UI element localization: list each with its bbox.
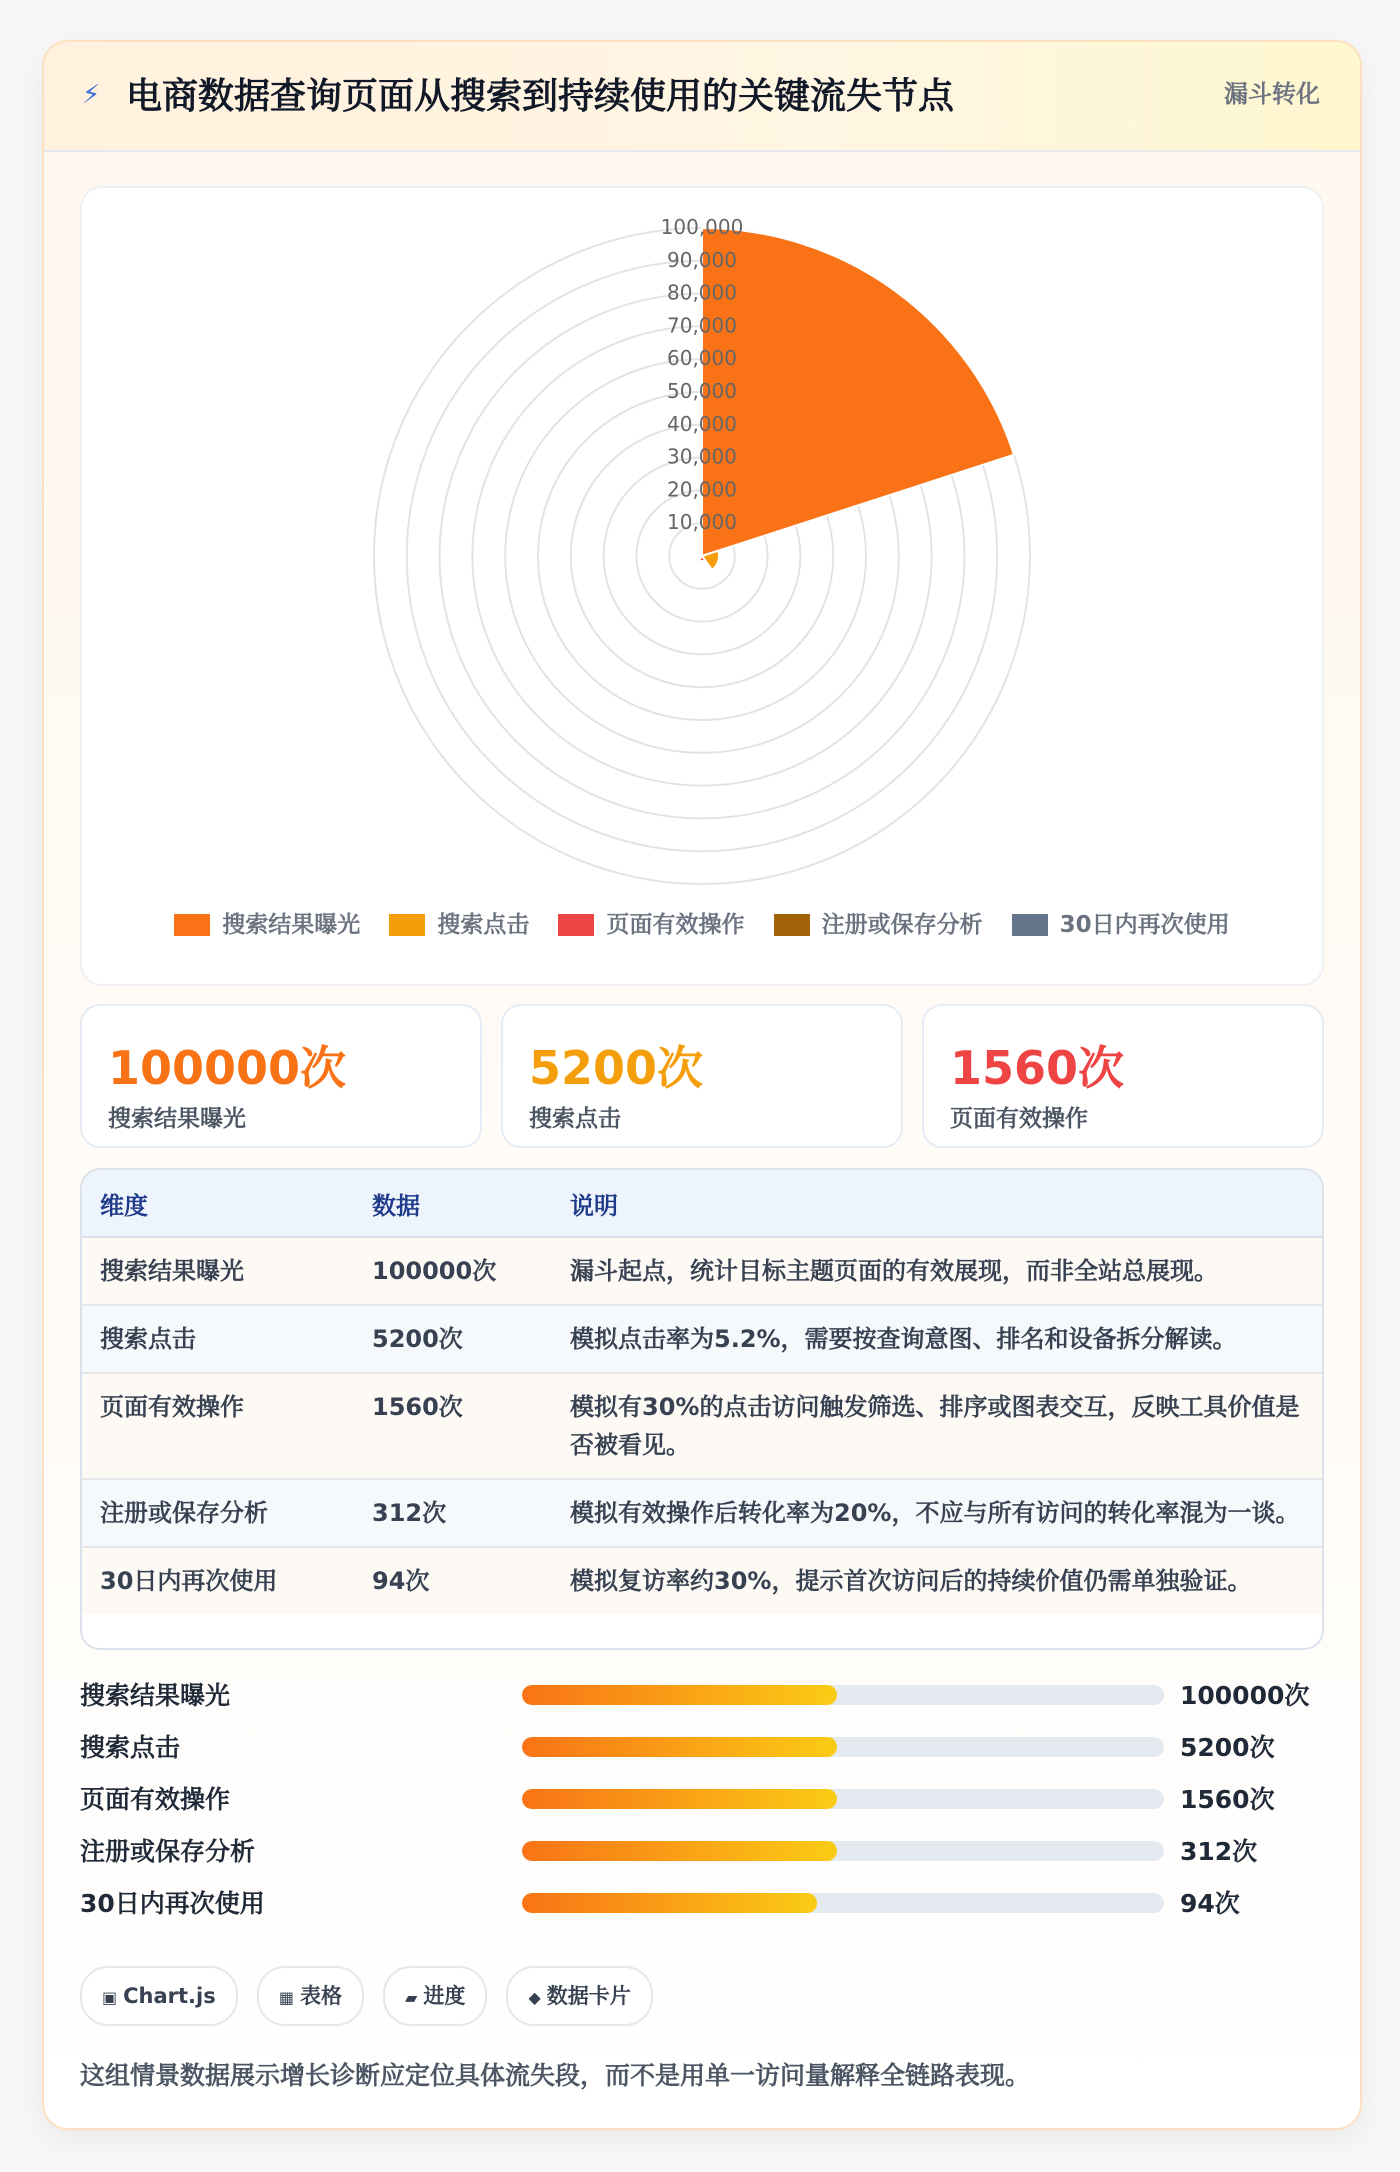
progress-label: 搜索结果曝光 xyxy=(80,1681,231,1710)
legend-label: 30日内再次使用 xyxy=(1059,912,1230,938)
progress-row xyxy=(80,1884,1320,1936)
table-cell: 模拟复访率约30%，提示首次访问后的持续价值仍需单独验证。 xyxy=(552,1547,1322,1614)
legend-swatch xyxy=(389,914,425,936)
table-cell: 30日内再次使用 xyxy=(82,1547,354,1614)
stat-card xyxy=(80,1004,482,1148)
progress-label: 注册或保存分析 xyxy=(80,1837,256,1866)
stat-value: 5200次 xyxy=(529,1041,704,1095)
table-cell: 模拟点击率为5.2%，需要按查询意图、排名和设备拆分解读。 xyxy=(552,1305,1322,1373)
progress-track xyxy=(522,1789,1164,1809)
chip-table[interactable] xyxy=(257,1966,364,2026)
tick-label: 50,000 xyxy=(667,379,737,403)
chip-label: 数据卡片 xyxy=(546,1984,631,2008)
progress-row xyxy=(80,1832,1320,1884)
chip-data-card[interactable] xyxy=(506,1966,652,2026)
bolt-icon: ⚡ xyxy=(82,80,101,110)
stat-card xyxy=(922,1004,1324,1148)
tick-label: 60,000 xyxy=(667,346,737,371)
stat-value: 100000次 xyxy=(108,1041,347,1095)
stat-label: 页面有效操作 xyxy=(950,1106,1088,1132)
table-row xyxy=(82,1479,1322,1547)
progress-fill xyxy=(522,1841,837,1861)
report-card xyxy=(42,40,1362,2130)
polar-area-chart xyxy=(82,188,1322,898)
legend-item[interactable] xyxy=(1012,906,1230,939)
progress-value: 1560次 xyxy=(1180,1785,1275,1814)
tick-label: 20,000 xyxy=(667,477,737,502)
progress-track xyxy=(522,1737,1164,1757)
column-header: 数据 xyxy=(354,1170,552,1237)
progress-value: 94次 xyxy=(1180,1889,1240,1918)
legend-swatch xyxy=(558,914,594,936)
progress-list xyxy=(80,1676,1320,1936)
table-cell: 注册或保存分析 xyxy=(82,1479,354,1547)
chart-icon: ▣ xyxy=(102,1988,118,2007)
table-cell: 1560次 xyxy=(354,1373,552,1479)
stat-value: 1560次 xyxy=(950,1041,1125,1095)
progress-fill xyxy=(522,1789,837,1809)
column-header: 说明 xyxy=(552,1170,1322,1237)
legend-label: 搜索结果曝光 xyxy=(222,912,361,938)
category-tag: 漏斗转化 xyxy=(1224,80,1320,108)
progress-icon: ▰ xyxy=(405,1988,418,2007)
chip-label: Chart.js xyxy=(123,1984,216,2008)
card-header xyxy=(44,42,1360,152)
tick-label: 30,000 xyxy=(667,444,737,469)
polar-chart-panel xyxy=(80,186,1324,986)
tick-label: 80,000 xyxy=(667,280,737,305)
legend-label: 注册或保存分析 xyxy=(821,912,983,938)
progress-fill xyxy=(522,1737,837,1757)
progress-fill xyxy=(522,1893,817,1913)
table-cell: 搜索结果曝光 xyxy=(82,1237,354,1305)
stat-card xyxy=(501,1004,903,1148)
chart-legend xyxy=(82,906,1322,939)
tick-label: 70,000 xyxy=(667,313,737,338)
table-cell: 312次 xyxy=(354,1479,552,1547)
progress-track xyxy=(522,1893,1164,1913)
page-title: 电商数据查询页面从搜索到持续使用的关键流失节点 xyxy=(126,76,955,117)
table-row xyxy=(82,1305,1322,1373)
table-row xyxy=(82,1547,1322,1614)
table-cell: 页面有效操作 xyxy=(82,1373,354,1479)
progress-row xyxy=(80,1728,1320,1780)
progress-label: 30日内再次使用 xyxy=(80,1889,265,1918)
legend-swatch xyxy=(174,914,210,936)
tick-label: 100,000 xyxy=(660,215,744,239)
table-cell: 模拟有效操作后转化率为20%，不应与所有访问的转化率混为一谈。 xyxy=(552,1479,1322,1547)
progress-fill xyxy=(522,1685,837,1705)
legend-swatch xyxy=(1012,914,1048,936)
tick-label: 40,000 xyxy=(667,411,737,436)
progress-label: 搜索点击 xyxy=(80,1733,181,1762)
chip-progress[interactable] xyxy=(383,1966,487,2026)
footnote: 这组情景数据展示增长诊断应定位具体流失段，而不是用单一访问量解释全链路表现。 xyxy=(80,2061,1031,2090)
tech-chips xyxy=(80,1966,667,2026)
chip-label: 表格 xyxy=(299,1984,342,2008)
stat-label: 搜索结果曝光 xyxy=(108,1106,246,1132)
data-table xyxy=(80,1168,1324,1650)
progress-value: 5200次 xyxy=(1180,1733,1275,1762)
legend-item[interactable] xyxy=(389,906,529,939)
table-icon: ▦ xyxy=(278,1988,294,2007)
column-header: 维度 xyxy=(82,1170,354,1237)
table-cell: 5200次 xyxy=(354,1305,552,1373)
progress-value: 312次 xyxy=(1180,1837,1258,1866)
stat-label: 搜索点击 xyxy=(529,1106,621,1132)
legend-label: 页面有效操作 xyxy=(606,912,745,938)
progress-value: 100000次 xyxy=(1180,1681,1310,1710)
table-cell: 100000次 xyxy=(354,1237,552,1305)
table-row xyxy=(82,1237,1322,1305)
table-cell: 漏斗起点，统计目标主题页面的有效展现，而非全站总展现。 xyxy=(552,1237,1322,1305)
chip-label: 进度 xyxy=(423,1984,466,2008)
progress-track xyxy=(522,1841,1164,1861)
diamond-icon: ◆ xyxy=(528,1988,541,2007)
progress-row xyxy=(80,1676,1320,1728)
tick-label: 90,000 xyxy=(667,247,737,272)
progress-label: 页面有效操作 xyxy=(80,1785,231,1814)
legend-item[interactable] xyxy=(174,906,360,939)
legend-item[interactable] xyxy=(774,906,983,939)
tick-label: 10,000 xyxy=(667,510,737,535)
progress-row xyxy=(80,1780,1320,1832)
table-row xyxy=(82,1373,1322,1479)
legend-swatch xyxy=(774,914,810,936)
table-cell: 模拟有30%的点击访问触发筛选、排序或图表交互，反映工具价值是否被看见。 xyxy=(552,1373,1322,1479)
legend-label: 搜索点击 xyxy=(437,912,530,938)
chip-chartjs[interactable] xyxy=(80,1966,238,2026)
table-cell: 94次 xyxy=(354,1547,552,1614)
progress-track xyxy=(522,1685,1164,1705)
table-cell: 搜索点击 xyxy=(82,1305,354,1373)
legend-item[interactable] xyxy=(558,906,744,939)
